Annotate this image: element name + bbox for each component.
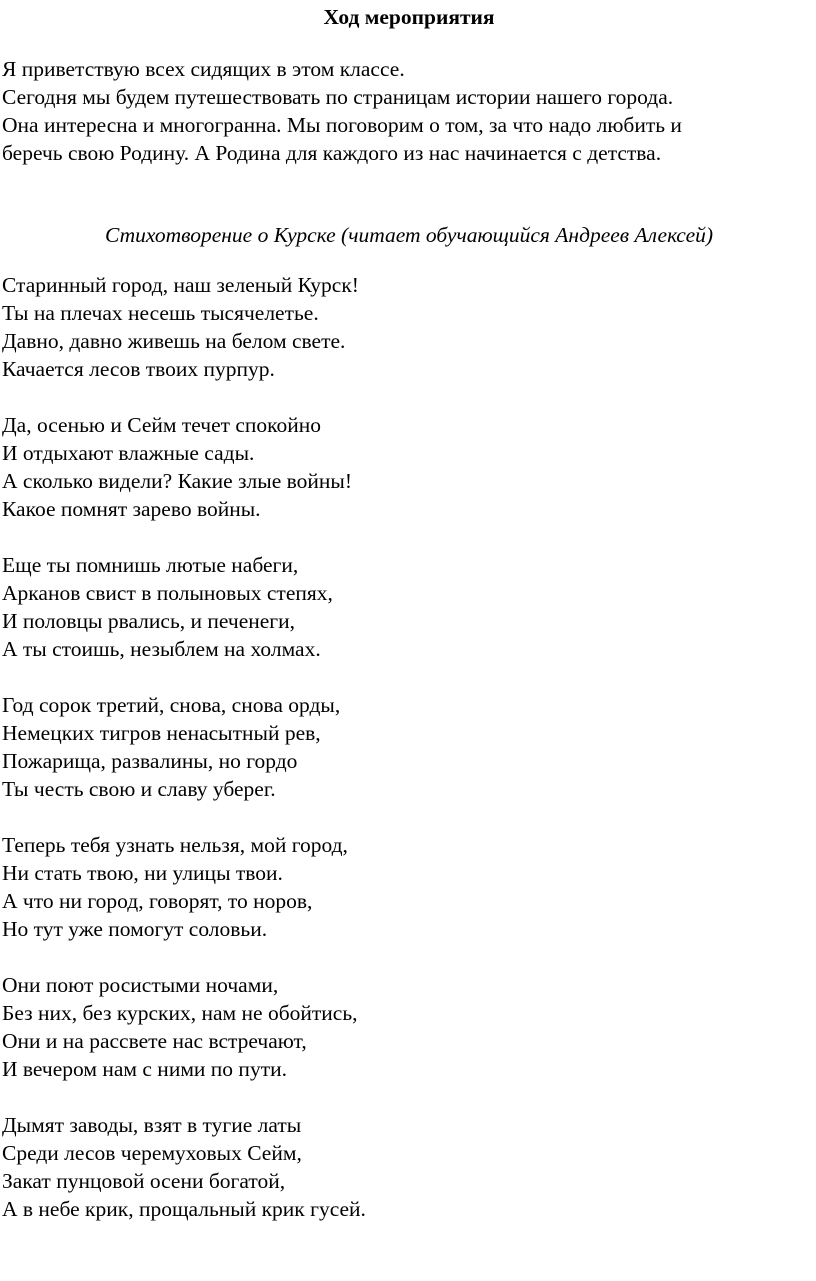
- intro-line: Она интересна и многогранна. Мы поговорим о том, за что надо любить и: [2, 113, 682, 137]
- poem-line: Год сорок третий, снова, снова орды,: [2, 693, 341, 717]
- poem: [2, 271, 816, 1223]
- poem-line: Пожарища, развалины, но гордо: [2, 749, 298, 773]
- poem-line: Ты на плечах несешь тысячелетье.: [2, 301, 319, 325]
- poem-line: А ты стоишь, незыблем на холмах.: [2, 637, 321, 661]
- poem-line: А что ни город, говорят, то норов,: [2, 889, 313, 913]
- poem-line: Теперь тебя узнать нельзя, мой город,: [2, 833, 348, 857]
- poem-line: Среди лесов черемуховых Сейм,: [2, 1141, 302, 1165]
- poem-line: Да, осенью и Сейм течет спокойно: [2, 413, 322, 437]
- poem-stanza: [2, 411, 816, 523]
- poem-line: Ты честь свою и славу уберег.: [2, 777, 276, 801]
- poem-line: Без них, без курских, нам не обойтись,: [2, 1001, 358, 1025]
- poem-stanza: [2, 831, 816, 943]
- poem-line: Ни стать твою, ни улицы твои.: [2, 861, 283, 885]
- poem-line: Дымят заводы, взят в тугие латы: [2, 1113, 302, 1137]
- poem-line: И половцы рвались, и печенеги,: [2, 609, 296, 633]
- poem-line: Арканов свист в полыновых степях,: [2, 581, 333, 605]
- poem-line: Качается лесов твоих пурпур.: [2, 357, 275, 381]
- poem-stanza: [2, 551, 816, 663]
- poem-stanza: [2, 1111, 816, 1223]
- intro-line: Сегодня мы будем путешествовать по страницам истории нашего города.: [2, 85, 674, 109]
- poem-subtitle: Стихотворение о Курске (читает обучающийся Андреев Алексей): [104, 223, 714, 247]
- poem-line: Старинный город, наш зеленый Курск!: [2, 273, 359, 297]
- poem-line: Какое помнят зарево войны.: [2, 497, 261, 521]
- poem-line: А сколько видели? Какие злые войны!: [2, 469, 352, 493]
- poem-line: А в небе крик, прощальный крик гусей.: [2, 1197, 366, 1221]
- poem-line: Но тут уже помогут соловьи.: [2, 917, 268, 941]
- intro-line: Я приветствую всех сидящих в этом классе.: [2, 57, 405, 81]
- poem-line: Закат пунцовой осени богатой,: [2, 1169, 286, 1193]
- poem-line: Немецких тигров ненасытный рев,: [2, 721, 321, 745]
- poem-line: Они поют росистыми ночами,: [2, 973, 279, 997]
- poem-line: И отдыхают влажные сады.: [2, 441, 255, 465]
- poem-line: Давно, давно живешь на белом свете.: [2, 329, 346, 353]
- intro-line: беречь свою Родину. А Родина для каждого из нас начинается с детства.: [2, 141, 662, 165]
- document-title: Ход мероприятия: [323, 5, 495, 29]
- poem-stanza: [2, 691, 816, 803]
- poem-stanza: [2, 971, 816, 1083]
- poem-line: Еще ты помнишь лютые набеги,: [2, 553, 299, 577]
- intro-paragraph: [2, 55, 816, 167]
- poem-line: Они и на рассвете нас встречают,: [2, 1029, 307, 1053]
- poem-stanza: [2, 271, 816, 383]
- poem-line: И вечером нам с ними по пути.: [2, 1057, 287, 1081]
